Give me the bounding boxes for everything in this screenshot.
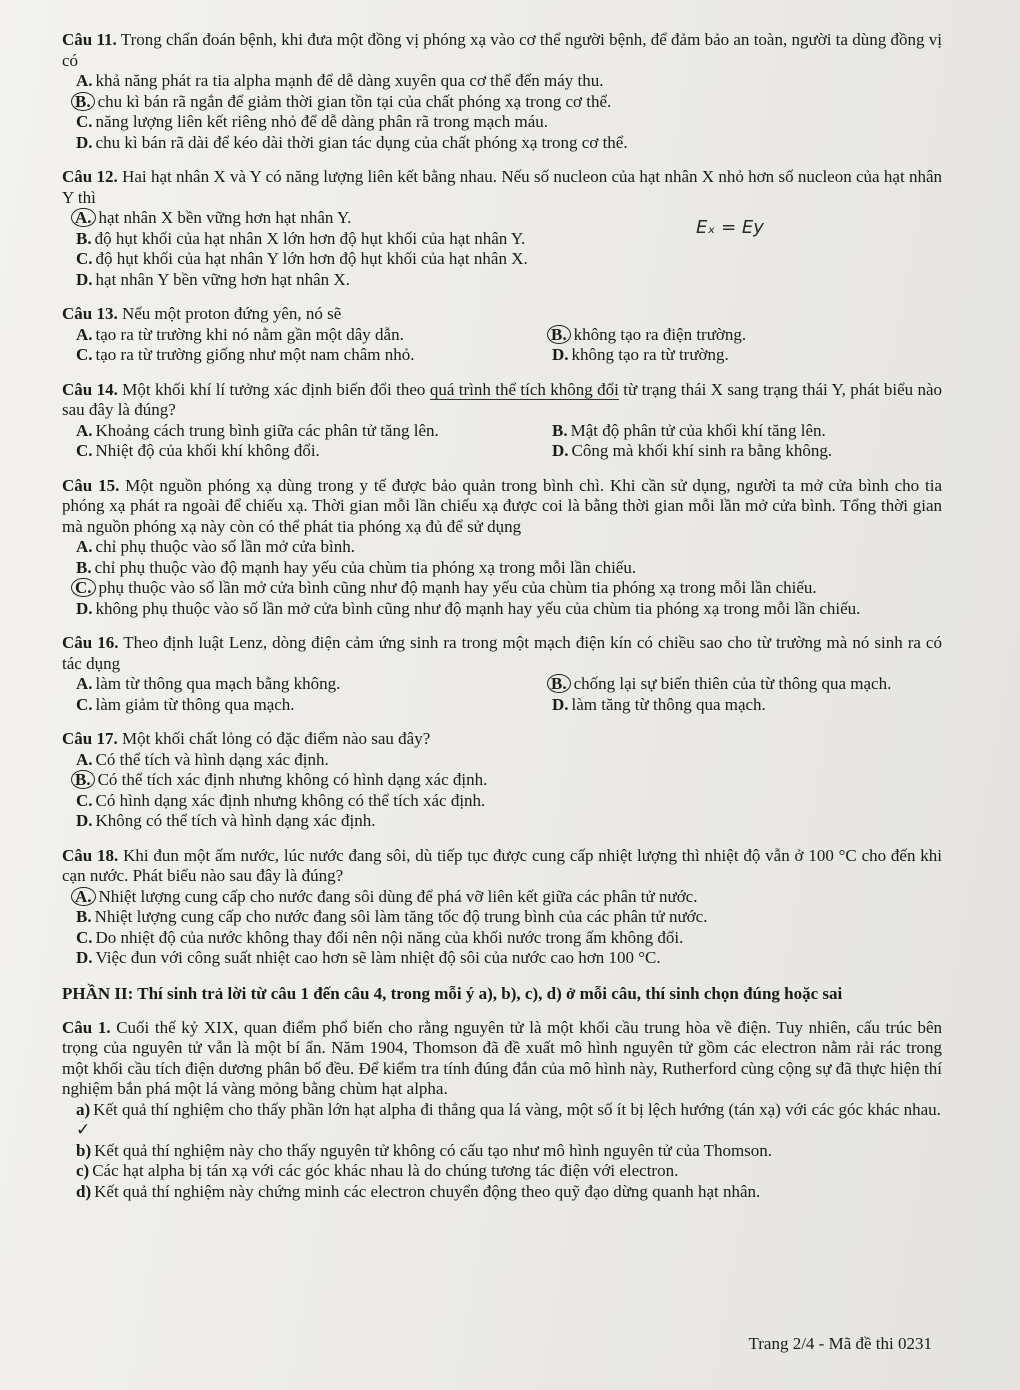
option-a: A. Có thể tích và hình dạng xác định. (76, 749, 329, 769)
option-d: D. chu kì bán rã dài để kéo dài thời gian tác dụng của chất phóng xạ trong cơ thể. (76, 132, 628, 152)
question-18 (62, 846, 942, 969)
option-d: D. hạt nhân Y bền vững hơn hạt nhân X. (76, 269, 350, 289)
option-d: D. Công mà khối khí sinh ra bằng không. (552, 441, 833, 460)
option-d: D. Không có thể tích và hình dạng xác định. (76, 811, 376, 830)
question-11 (62, 30, 942, 153)
option-c: C. tạo ra từ trường giống như một nam châm nhỏ. (76, 345, 415, 364)
handwritten-note: Eₓ = Ey (696, 217, 764, 238)
circled-answer-mark: B. (547, 674, 571, 693)
option-b: B. độ hụt khối của hạt nhân X lớn hơn độ hụt khối của hạt nhân Y. (76, 228, 526, 248)
option-c: C. Do nhiệt độ của nước không thay đổi nên nội năng của khối nước trong ấm không đổi. (76, 927, 684, 947)
option-c: C. Nhiệt độ của khối khí không đổi. (76, 441, 320, 460)
option-b: B. chống lại sự biến thiên của từ thông qua mạch. (538, 674, 1014, 695)
question-number: Câu 17. (62, 729, 118, 748)
option-c: C. Có hình dạng xác định nhưng không có thể tích xác định. (76, 790, 486, 810)
option-d: D. làm tăng từ thông qua mạch. (552, 694, 766, 714)
circled-answer-mark: B. (71, 770, 95, 789)
question-number: Câu 14. (62, 379, 118, 399)
part-2-heading: PHẦN II: Thí sinh trả lời từ câu 1 đến câu 4, trong mỗi ý a), b), c), d) ở mỗi câu, thí sinh chọn đúng hoặc sai (62, 983, 843, 1003)
statement-c: c) Các hạt alpha bị tán xạ với các góc khác nhau là do chúng tương tác điện với electron. (76, 1161, 679, 1180)
option-c: C. độ hụt khối của hạt nhân Y lớn hơn độ hụt khối của hạt nhân X. (76, 249, 528, 268)
circled-answer-mark: A. (71, 208, 96, 227)
question-stem: Cuối thế kỷ XIX, quan điểm phổ biến cho rằng nguyên tử là một khối cầu trung hòa về điện. Tuy nhiên, cấu trúc bên trọng của nguyên tử vẫn là một bí ẩn. Năm 1904, Thomson đã đề xuất mô hình nguyên tử gồm các electron nằm rải rác trong một khối cầu tích điện dương phân bố đều. Để kiểm tra tính đúng đắn của mô hình này, Rutherford cùng cộng sự đã thực hiện thí nghiệm bắn phá một lá vàng mỏng bằng chùm hạt alpha. (62, 1017, 943, 1098)
question-17 (62, 729, 942, 832)
question-stem: Hai hạt nhân X và Y có năng lượng liên kết bằng nhau. Nếu số nucleon của hạt nhân X nhỏ hơn số nucleon của hạt nhân Y thì (62, 167, 943, 207)
page-footer: Trang 2/4 - Mã đề thi 0231 (748, 1333, 932, 1353)
question-13 (62, 304, 942, 366)
option-c: C. phụ thuộc vào số lần mở cửa bình cũng như độ mạnh hay yếu của chùm tia phóng xạ trong mỗi lần chiếu. (62, 578, 942, 599)
option-b: B. Có thể tích xác định nhưng không có hình dạng xác định. (62, 770, 942, 791)
circled-answer-mark: B. (71, 92, 95, 111)
option-a: A. chỉ phụ thuộc vào số lần mở cửa bình. (76, 537, 355, 556)
question-number: Câu 15. (62, 475, 120, 495)
option-c: C. làm giảm từ thông qua mạch. (76, 694, 295, 714)
option-a: A. hạt nhân X bền vững hơn hạt nhân Y. (62, 208, 942, 229)
option-b: B. không tạo ra điện trường. (538, 325, 1014, 346)
question-number: Câu 11. (62, 30, 117, 49)
question-number: Câu 13. (62, 304, 118, 323)
checkmark-icon: ✓ (76, 1120, 91, 1139)
part2-question-1 (62, 1018, 942, 1203)
question-14: Câu 14. Một khối khí lí tưởng xác định biến đổi theo quá trình thể tích không đổi từ trạng thái X sang trạng thái Y, phát biểu nào sau đây là đúng? A. Khoảng cách trung bình giữa các phân tử tăng lên. B. Mật độ phân tử của khối khí tăng lên. C. Nhiệt độ của khối khí không đổi. D. Công mà khối khí sinh ra bằng không. (62, 380, 942, 462)
statement-a: a) Kết quả thí nghiệm cho thấy phần lớn hạt alpha đi thẳng qua lá vàng, một số ít bị lệch hướng (tán xạ) với các góc khác nhau. ✓ (76, 1099, 941, 1139)
circled-answer-mark: A. (71, 887, 96, 906)
question-number: Câu 12. (62, 167, 118, 186)
question-number: Câu 16. (62, 633, 119, 652)
question-16 (62, 633, 942, 715)
option-c: C. năng lượng liên kết riêng nhỏ để dễ dàng phân rã trong mạch máu. (76, 112, 549, 131)
option-b: B. chu kì bán rã ngắn để giảm thời gian tồn tại của chất phóng xạ trong cơ thể. (62, 92, 942, 113)
question-stem: Một nguồn phóng xạ dùng trong y tế được bảo quản trong bình chì. Khi cần sử dụng, người ta mở cửa bình cho tia phóng xạ phát ra ngoài để chiếu xạ. Thời gian mỗi lần chiếu xạ được coi là bằng thời gian mỗi lần mở cửa bình. Tổng thời gian mà nguồn phóng xạ này còn có thể phát tia phóng xạ đủ để sử dụng (62, 475, 942, 536)
option-a: A. làm từ thông qua mạch bằng không. (76, 674, 341, 693)
statement-d: d) Kết quả thí nghiệm này chứng minh các electron chuyển động theo quỹ đạo dừng quanh hạt nhân. (76, 1181, 761, 1201)
question-stem: Nếu một proton đứng yên, nó sẽ (121, 304, 342, 323)
statement-b: b) Kết quả thí nghiệm này cho thấy nguyên tử không có cấu tạo như mô hình nguyên tử của Thomson. (76, 1140, 773, 1160)
circled-answer-mark: B. (547, 325, 571, 344)
option-b: B. Mật độ phân tử của khối khí tăng lên. (552, 420, 826, 440)
option-d: D. không tạo ra từ trường. (552, 345, 729, 364)
question-number: Câu 18. (62, 845, 119, 865)
option-a: A. tạo ra từ trường khi nó nằm gần một dây dẫn. (76, 324, 404, 344)
option-a: A. khả năng phát ra tia alpha mạnh để dễ dàng xuyên qua cơ thể đến máy thu. (76, 71, 604, 90)
question-12 (62, 167, 942, 290)
option-b: B. Nhiệt lượng cung cấp cho nước đang sôi làm tăng tốc độ trung bình của các phân tử nước. (76, 907, 708, 926)
option-d: D. Việc đun với công suất nhiệt cao hơn sẽ làm nhiệt độ sôi của nước cao hơn 100 °C. (76, 948, 661, 967)
option-a: A. Nhiệt lượng cung cấp cho nước đang sôi dùng để phá vỡ liên kết giữa các phân tử nước. (62, 887, 942, 908)
question-stem: Trong chẩn đoán bệnh, khi đưa một đồng vị phóng xạ vào cơ thể người bệnh, để đảm bảo an toàn, người ta dùng đồng vị có (62, 30, 942, 70)
question-stem: Khi đun một ấm nước, lúc nước đang sôi, dù tiếp tục được cung cấp nhiệt lượng thì nhiệt độ vẫn ở 100 °C cho đến khi cạn nước. Phát biểu nào sau đây là đúng? (62, 845, 943, 885)
question-stem: Theo định luật Lenz, dòng điện cảm ứng sinh ra trong một mạch điện kín có chiều sao cho từ trường mà nó sinh ra có tác dụng (62, 633, 942, 673)
option-d: D. không phụ thuộc vào số lần mở cửa bình cũng như độ mạnh hay yếu của chùm tia phóng xạ trong mỗi lần chiếu. (76, 598, 861, 618)
underlined-phrase: quá trình thể tích không đổi (429, 379, 619, 399)
option-a: A. Khoảng cách trung bình giữa các phân tử tăng lên. (76, 420, 439, 440)
question-stem: Một khối chất lỏng có đặc điểm nào sau đây? (121, 729, 431, 748)
circled-answer-mark: C. (71, 578, 96, 597)
question-number: Câu 1. (62, 1017, 111, 1037)
option-b: B. chỉ phụ thuộc vào độ mạnh hay yếu của chùm tia phóng xạ trong mỗi lần chiếu. (76, 557, 637, 577)
question-15 (62, 476, 942, 620)
